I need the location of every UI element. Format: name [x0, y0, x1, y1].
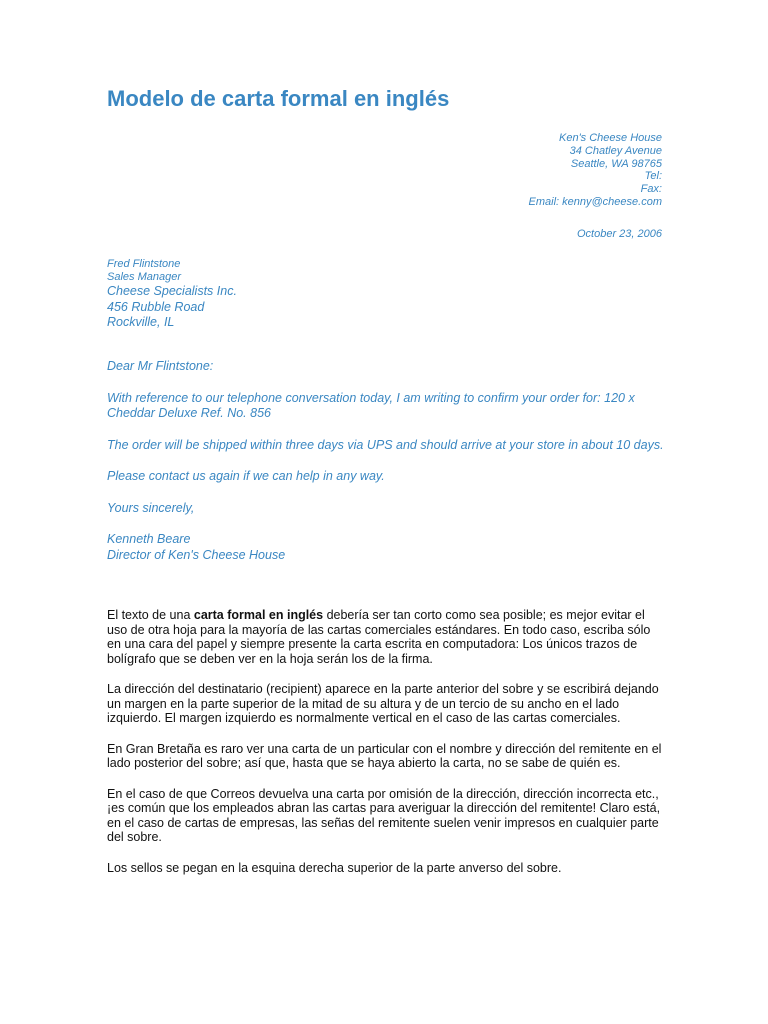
- recipient-company: Cheese Specialists Inc.: [107, 284, 237, 298]
- essay-text: El texto de una: [107, 608, 194, 622]
- sender-tel: Tel:: [644, 170, 662, 183]
- essay-bold-term: carta formal en inglés: [193, 608, 324, 622]
- essay-paragraph: La dirección del destinatario (recipient) aparece en la parte anterior del sobre y se escribirá dejando un margen en la parte superior de la mitad de su altura y de un tercio de su ancho en el lado izquierdo. El margen izquierdo es normalmente vertical en el caso de las cartas comerciales.: [107, 682, 659, 725]
- recipient-person-block: [107, 258, 181, 284]
- letter-date: October 23, 2006: [576, 228, 662, 240]
- letter-paragraph: The order will be shipped within three days via UPS and should arrive at your store in about 10 days.: [107, 437, 664, 452]
- essay-paragraph: [107, 608, 667, 666]
- letter-paragraph: With reference to our telephone conversation today, I am writing to confirm your order for: 120 x Cheddar Deluxe Ref. No. 856: [107, 390, 635, 420]
- letter-closing: Yours sincerely,: [107, 500, 195, 515]
- recipient-city: Rockville, IL: [107, 315, 175, 329]
- letter-paragraph: Please contact us again if we can help in any way.: [107, 469, 385, 483]
- sender-street: 34 Chatley Avenue: [569, 144, 662, 157]
- explanatory-text: [107, 608, 667, 891]
- recipient-position: Sales Manager: [107, 271, 181, 283]
- sender-city: Seattle, WA 98765: [570, 157, 662, 170]
- sender-fax: Fax:: [640, 183, 662, 196]
- signature-name: Kenneth Beare: [107, 532, 191, 546]
- essay-paragraph: Los sellos se pegan en la esquina derecha superior de la parte anverso del sobre.: [107, 860, 562, 875]
- recipient-street: 456 Rubble Road: [107, 299, 205, 314]
- signature-title: Director of Ken's Cheese House: [107, 547, 286, 562]
- page-title: Modelo de carta formal en inglés: [107, 86, 450, 111]
- recipient-name: Fred Flintstone: [107, 258, 181, 270]
- letter-signature: [107, 532, 667, 563]
- sender-address-block: [529, 132, 662, 209]
- sender-name: Ken's Cheese House: [559, 132, 662, 144]
- letter-body: [107, 359, 667, 563]
- essay-text: debería ser tan corto como sea posible; es mejor evitar el uso de otra hoja para la mayoría de las cartas comerciales estándares. En todo caso, escriba sólo en una cara del papel y siempre presente la carta escrita en computadora: Los únicos trazos de bolígrafo que se deben ver en la hoja serán los de la firma.: [107, 608, 651, 666]
- recipient-address-block: [107, 284, 237, 331]
- letter-salutation: Dear Mr Flintstone:: [107, 359, 214, 373]
- essay-paragraph: En el caso de que Correos devuelva una carta por omisión de la dirección, dirección incorrecta etc., ¡es común que los empleados abran las cartas para averiguar la dirección del remitente! Claro está, en el caso de cartas de empresas, las señas del remitente suelen venir impresos en cualquier parte del sobre.: [107, 786, 661, 844]
- sender-email: Email: kenny@cheese.com: [528, 195, 662, 208]
- essay-paragraph: En Gran Bretaña es raro ver una carta de un particular con el nombre y dirección del remitente en el lado posterior del sobre; así que, hasta que se haya abierto la carta, no se sabe de quién es.: [107, 741, 662, 770]
